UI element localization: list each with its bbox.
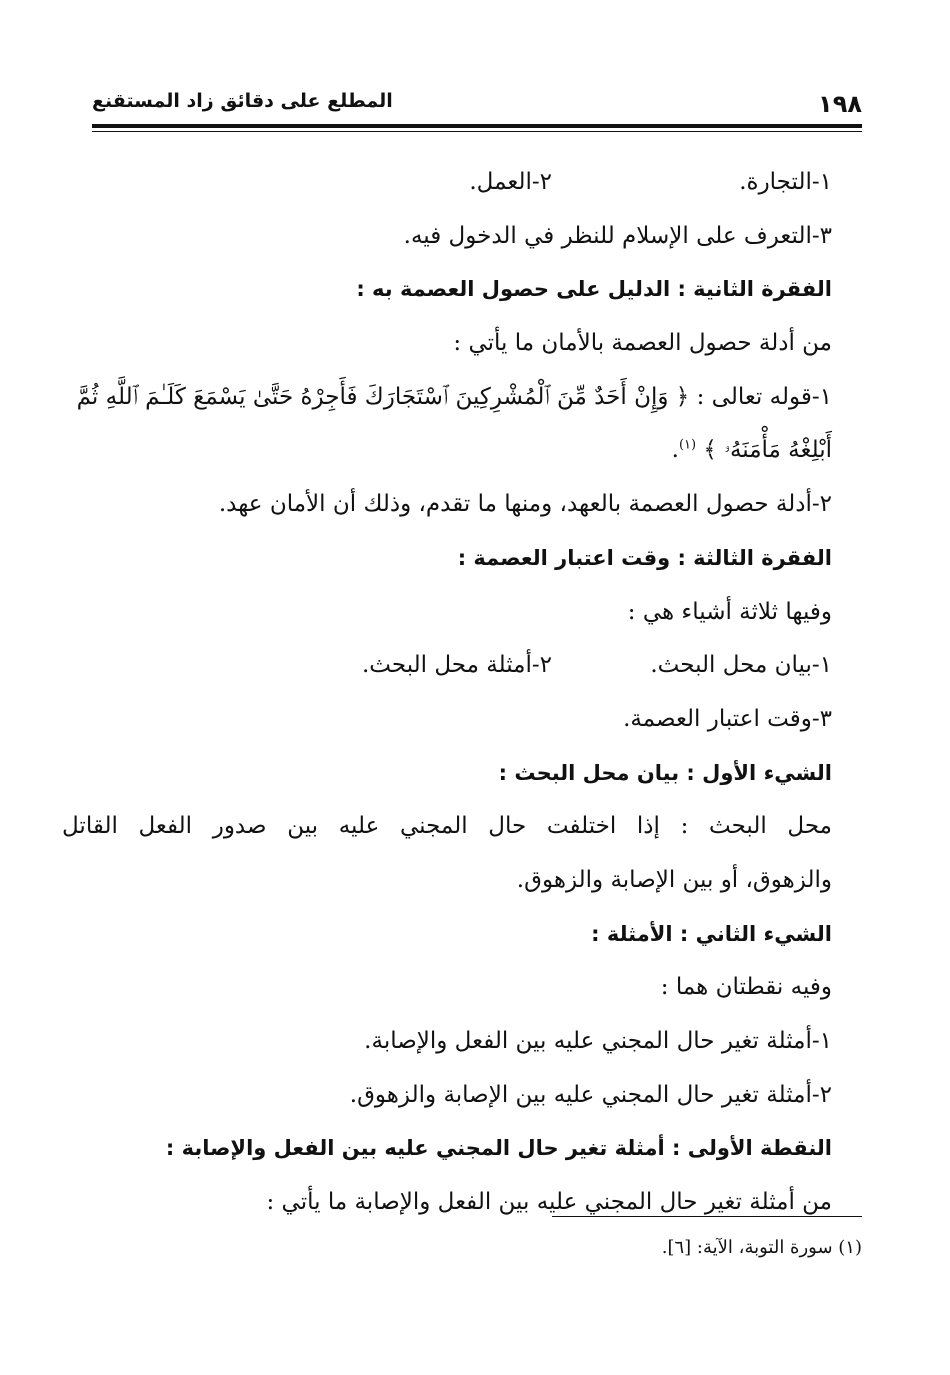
paragraph-text: محل البحث : إذا اختلفت حال المجني عليه بين صدور الفعل القاتل (62, 813, 832, 840)
paragraph-line: والزهوق، أو بين الإصابة والزهوق. (516, 866, 832, 893)
section-heading: الشيء الأول : بيان محل البحث : (498, 760, 832, 785)
list-item: ٢-أدلة حصول العصمة بالعهد، ومنها ما تقدم، وذلك أن الأمان عهد. (218, 491, 832, 518)
list-item: ٢-العمل. (469, 169, 552, 195)
section-heading: الشيء الثاني : الأمثلة : (591, 921, 832, 946)
list-item: ٣-وقت اعتبار العصمة. (623, 705, 832, 732)
list-item: ٢-أمثلة تغير حال المجني عليه بين الإصابة والزهوق. (349, 1081, 832, 1108)
citation-prefix: ١-قوله تعالى : (696, 383, 832, 410)
page-number: ١٩٨ (818, 90, 862, 118)
list-line-2 (92, 639, 832, 693)
page-header (92, 88, 862, 124)
list-item: ٣-التعرف على الإسلام للنظر في الدخول فيه. (403, 222, 832, 249)
paragraph: وفيها ثلاثة أشياء هي : (627, 598, 832, 625)
paragraph-line (62, 800, 832, 854)
footnote-ref: (١) (678, 437, 697, 453)
header-rule (92, 124, 862, 128)
citation-end: . (671, 437, 679, 464)
footnote: (١) سورة التوبة، الآية: [٦]. (661, 1237, 862, 1258)
paragraph: من أمثلة تغير حال المجني عليه بين الفعل والإصابة ما يأتي : (266, 1189, 832, 1216)
header-rule-thin (92, 131, 862, 132)
quran-open-brace: ﴿ (675, 383, 690, 410)
list-item: ١-التجارة. (739, 169, 832, 195)
list-item: ١-أمثلة تغير حال المجني عليه بين الفعل والإصابة. (364, 1028, 832, 1055)
paragraph: وفيه نقطتان هما : (660, 974, 832, 1001)
paragraph: من أدلة حصول العصمة بالأمان ما يأتي : (453, 330, 832, 357)
page-body (62, 156, 832, 1230)
quran-verse: وَإِنْ أَحَدٌ مِّنَ ٱلْمُشْرِكِينَ ٱسْتَجَارَكَ فَأَجِرْهُ حَتَّىٰ يَسْمَعَ كَلَـٰمَ ٱللَّهِ ثُمَّ أَبْلِغْهُ مَأْمَنَهُۥ (76, 383, 832, 464)
list-item: ٢-أمثلة محل البحث. (361, 652, 552, 679)
list-line-1 (92, 156, 832, 210)
running-title: المطلع على دقائق زاد المستقنع (92, 90, 393, 112)
section-heading: الفقرة الثالثة : وقت اعتبار العصمة : (457, 545, 832, 570)
section-heading: النقطة الأولى : أمثلة تغير حال المجني عليه بين الفعل والإصابة : (165, 1136, 832, 1161)
section-heading: الفقرة الثانية : الدليل على حصول العصمة به : (356, 277, 832, 302)
list-item: ١-بيان محل البحث. (650, 652, 832, 679)
quran-citation (62, 371, 832, 478)
quran-close-brace: ﴾ (703, 437, 717, 464)
footnote-rule (552, 1216, 862, 1217)
